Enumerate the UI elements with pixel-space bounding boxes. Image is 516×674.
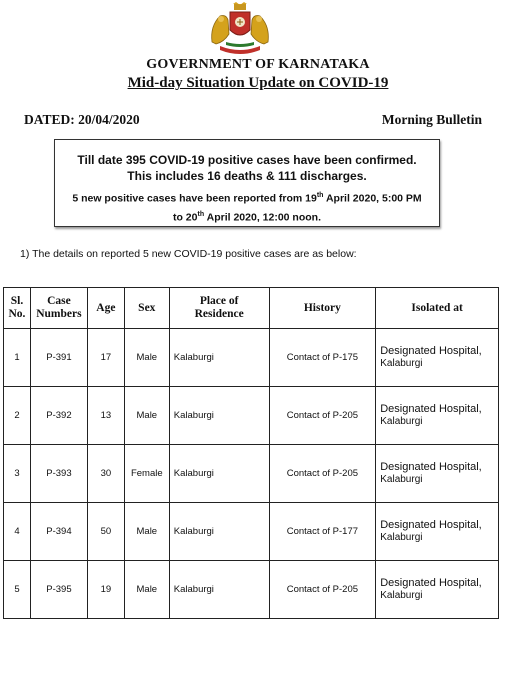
cell-sl: 2 — [4, 387, 31, 445]
header-place: Place of Residence — [169, 288, 269, 329]
cell-case: P-391 — [30, 329, 87, 387]
table-row — [4, 561, 499, 619]
cell-history: Contact of P-175 — [269, 329, 376, 387]
details-intro: 1) The details on reported 5 new COVID-19 positive cases are as below: — [20, 248, 357, 260]
cell-age: 13 — [87, 387, 124, 445]
cell-age: 30 — [87, 445, 124, 503]
cell-history: Contact of P-205 — [269, 445, 376, 503]
government-heading: GOVERNMENT OF KARNATAKA — [146, 57, 370, 72]
cell-age: 19 — [87, 561, 124, 619]
cell-case: P-392 — [30, 387, 87, 445]
bulletin-type: Morning Bulletin — [381, 112, 482, 127]
table-row — [4, 387, 499, 445]
cell-place: Kalaburgi — [169, 561, 269, 619]
cell-history: Contact of P-205 — [269, 387, 376, 445]
cell-isolated: Designated Hospital, Kalaburgi — [376, 329, 499, 387]
cell-place: Kalaburgi — [169, 329, 269, 387]
summary-box — [54, 139, 440, 227]
cell-isolated: Designated Hospital, Kalaburgi — [376, 503, 499, 561]
cell-case: P-395 — [30, 561, 87, 619]
summary-confirmed: Till date 395 COVID-19 positive cases have been confirmed. — [77, 153, 417, 167]
header-case-numbers: Case Numbers — [30, 288, 87, 329]
cell-place: Kalaburgi — [169, 503, 269, 561]
cell-sl: 5 — [4, 561, 31, 619]
cell-isolated: Designated Hospital, Kalaburgi — [376, 387, 499, 445]
cell-sex: Male — [124, 387, 169, 445]
cell-age: 50 — [87, 503, 124, 561]
cell-history: Contact of P-177 — [269, 503, 376, 561]
header-sex: Sex — [124, 288, 169, 329]
cell-sl: 4 — [4, 503, 31, 561]
header-sl-no: Sl. No. — [4, 288, 31, 329]
bulletin-title: Mid-day Situation Update on COVID-19 — [127, 75, 389, 91]
table-row — [4, 445, 499, 503]
cell-isolated: Designated Hospital, Kalaburgi — [376, 561, 499, 619]
cell-sl: 1 — [4, 329, 31, 387]
cell-case: P-394 — [30, 503, 87, 561]
cell-sex: Male — [124, 561, 169, 619]
cell-age: 17 — [87, 329, 124, 387]
summary-period-end: to 20th April 2020, 12:00 noon. — [172, 210, 322, 223]
cell-sex: Male — [124, 329, 169, 387]
cell-place: Kalaburgi — [169, 445, 269, 503]
header-age: Age — [87, 288, 124, 329]
cell-history: Contact of P-205 — [269, 561, 376, 619]
table-header-row — [4, 288, 499, 329]
cell-case: P-393 — [30, 445, 87, 503]
cell-sl: 3 — [4, 445, 31, 503]
summary-period-start: 5 new positive cases have been reported from 19th April 2020, 5:00 PM — [72, 192, 422, 205]
header-isolated-at: Isolated at — [376, 288, 499, 329]
cell-isolated: Designated Hospital, Kalaburgi — [376, 445, 499, 503]
cell-place: Kalaburgi — [169, 387, 269, 445]
summary-deaths-discharges: This includes 16 deaths & 111 discharges. — [127, 169, 367, 183]
cases-table — [3, 287, 499, 619]
table-row — [4, 329, 499, 387]
table-row — [4, 503, 499, 561]
header-history: History — [269, 288, 376, 329]
cell-sex: Female — [124, 445, 169, 503]
karnataka-emblem-icon — [206, 2, 274, 56]
bulletin-date: DATED: 20/04/2020 — [24, 112, 140, 127]
cell-sex: Male — [124, 503, 169, 561]
